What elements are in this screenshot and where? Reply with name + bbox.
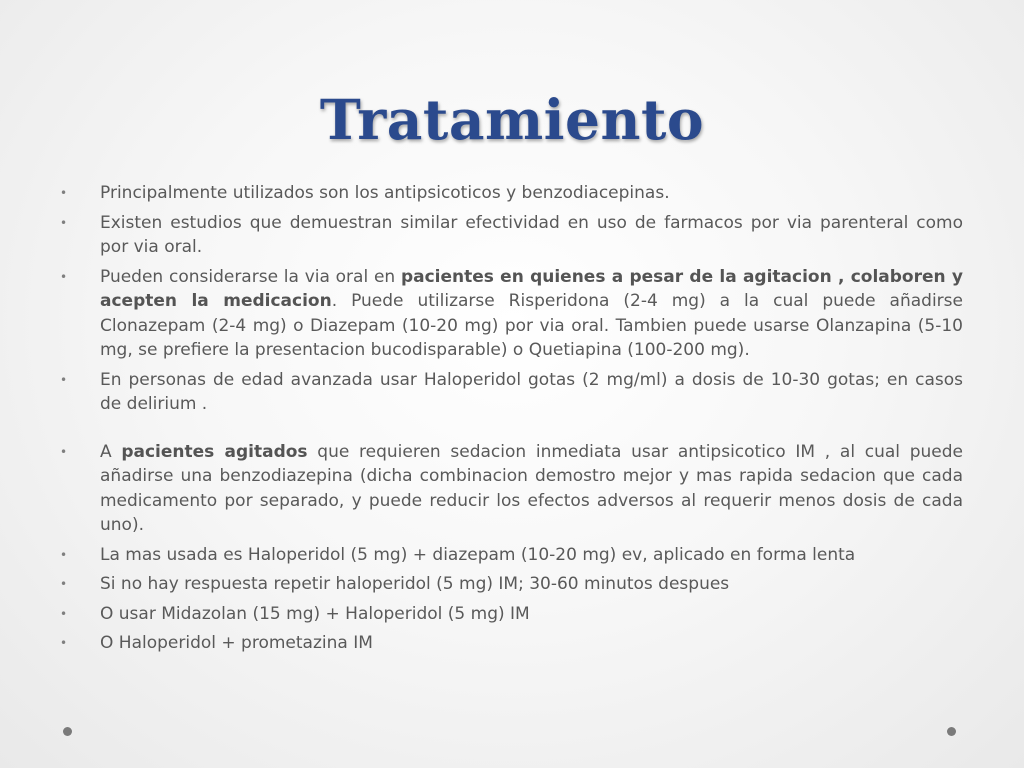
bullet-text: En personas de edad avanzada usar Haloperidol gotas (2 mg/ml) a dosis de 10-30 gotas; en casos de delirium .: [100, 369, 963, 414]
bullet-item: [60, 265, 963, 363]
decorative-dot-icon: [63, 727, 72, 736]
bullet-item: [60, 631, 963, 656]
bullet-text: O Haloperidol + prometazina IM: [100, 633, 373, 653]
bullet-icon: •: [60, 636, 68, 650]
bullet-text: Pueden considerarse la via oral en: [100, 266, 401, 287]
bullet-item: [60, 572, 963, 597]
bullet-icon: •: [60, 606, 68, 621]
slide-title: Tratamiento: [319, 86, 705, 152]
bullet-icon: •: [60, 269, 68, 284]
bullet-list: [60, 181, 963, 661]
bullet-icon: •: [60, 547, 68, 562]
bullet-text: O usar Midazolan (15 mg) + Haloperidol (5 mg) IM: [100, 603, 530, 624]
bullet-icon: •: [60, 215, 68, 230]
bullet-bold-text: pacientes en quienes a pesar de la agitacion , colaboren y acepten la medicacion: [100, 266, 963, 311]
bullet-text: Principalmente utilizados son los antipsicoticos y benzodiacepinas.: [100, 183, 670, 203]
bullet-item: [60, 440, 963, 538]
bullet-icon: •: [60, 444, 68, 459]
bullet-item: [60, 543, 963, 568]
bullet-bold-text: pacientes agitados: [121, 441, 308, 462]
bullet-item: [60, 181, 963, 206]
bullet-text: Existen estudios que demuestran similar efectividad en uso de farmacos por via parenteral como por via oral.: [100, 212, 963, 257]
bullet-item: [60, 211, 963, 260]
decorative-dot-icon: [947, 727, 956, 736]
bullet-item: [60, 368, 963, 417]
bullet-icon: •: [60, 577, 68, 591]
bullet-text: Si no hay respuesta repetir haloperidol (5 mg) IM; 30-60 minutos despues: [100, 574, 730, 594]
bullet-text: . Puede utilizarse Risperidona (2-4 mg) a la cual puede añadirse Clonazepam (2-4 mg) o Diazepam (10-20 mg) por via oral. Tambien puede usarse Olanzapina (5-10 mg, se prefiere la presentacion bucodisparable) o Quetiapina (100-200 mg).: [100, 291, 963, 360]
bullet-item: [60, 602, 963, 627]
bullet-text: que requieren sedacion inmediata usar antipsicotico IM , al cual puede añadirse una benzodiazepina (dicha combinacion demostro mejor y mas rapida sedacion que cada medicamento por separado, y puede reducir los efectos adversos al requerir menos dosis de cada uno).: [100, 441, 963, 535]
bullet-icon: •: [60, 372, 68, 387]
bullet-icon: •: [60, 186, 68, 200]
bullet-text: La mas usada es Haloperidol (5 mg) + diazepam (10-20 mg) ev, aplicado en forma lenta: [100, 544, 856, 565]
bullet-text: A: [100, 441, 122, 462]
